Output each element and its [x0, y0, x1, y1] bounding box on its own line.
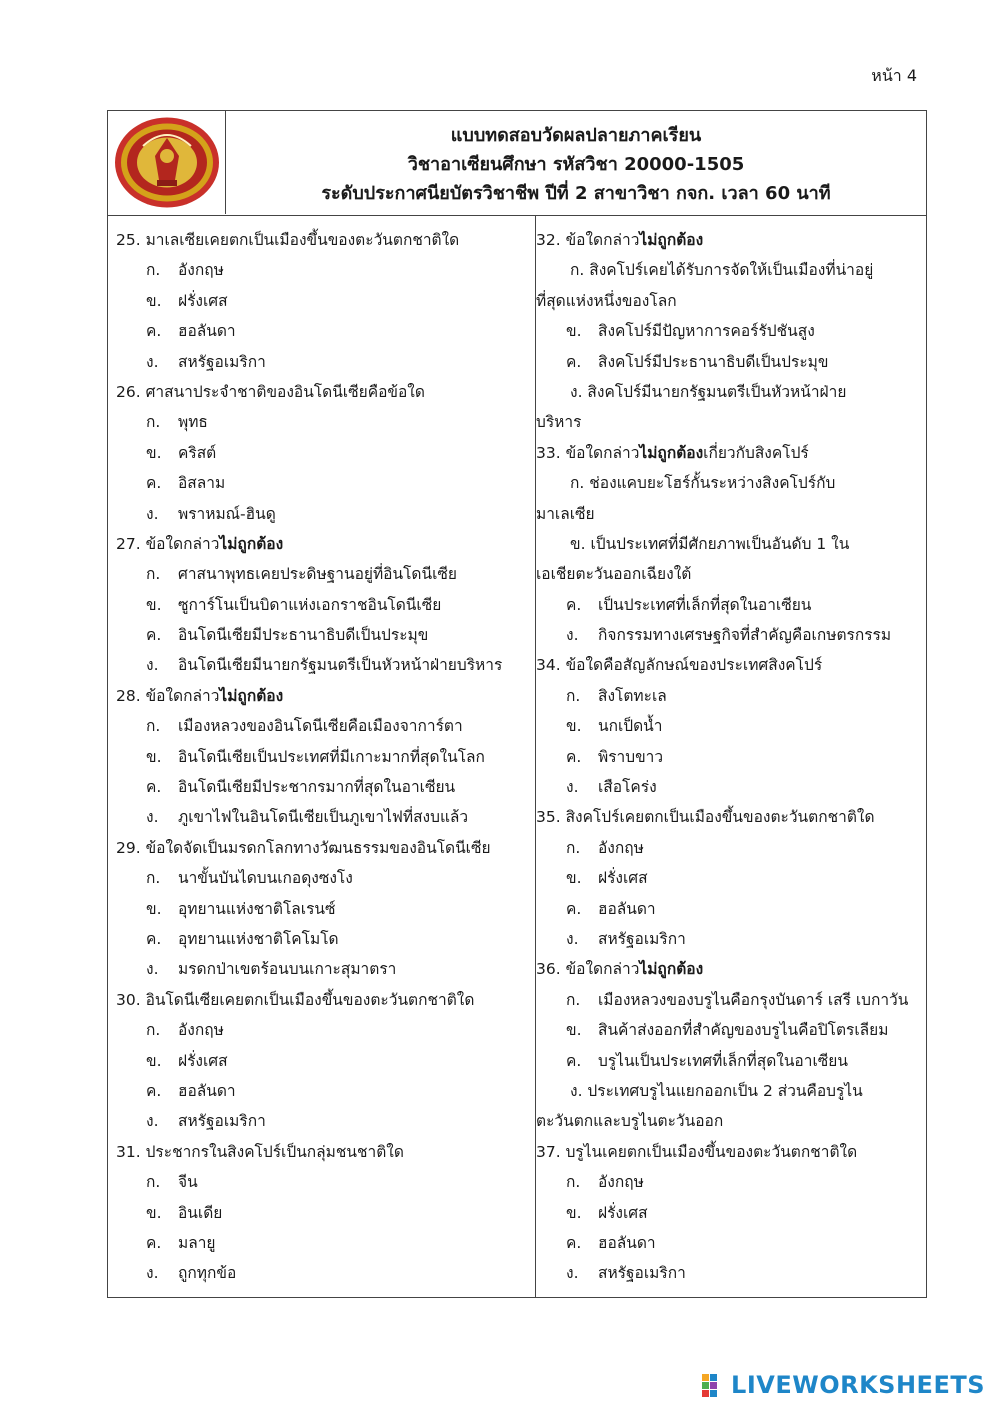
liveworksheets-logo-icon: [701, 1372, 727, 1398]
option-text: มรดกป่าเขตร้อนบนเกาะสุมาตรา: [178, 960, 397, 979]
option-text: สหรัฐอเมริกา: [598, 929, 686, 948]
option-text: ฮอลันดา: [178, 1081, 236, 1100]
option-label: ง.: [146, 656, 159, 675]
option-36d-cont: ตะวันตกและบรูไนตะวันออก: [536, 1112, 724, 1131]
option-36c[interactable]: ค. บรูไนเป็นประเทศที่เล็กที่สุดในอาเซียน: [566, 1051, 848, 1070]
option-text: ฝรั่งเศส: [598, 869, 648, 888]
question-29: 29. ข้อใดจัดเป็นมรดกโลกทางวัฒนธรรมของอินโดนีเซีย: [116, 838, 491, 857]
option-28-2[interactable]: [116, 772, 530, 802]
option-30-2[interactable]: [116, 1076, 530, 1106]
option-text: อังกฤษ: [598, 838, 644, 857]
option-label: ก.: [146, 413, 161, 432]
option-label: ค.: [146, 929, 162, 948]
option-37-0[interactable]: [536, 1167, 922, 1197]
option-text: อิสลาม: [178, 474, 226, 493]
option-text: สหรัฐอเมริกา: [598, 1264, 686, 1283]
option-30-3[interactable]: [116, 1106, 530, 1136]
option-label: ก.: [566, 686, 581, 705]
exam-level: ระดับประกาศนียบัตรวิชาชีพ ปีที่ 2 สาขาวิชา กจก. เวลา 60 นาที: [321, 183, 831, 204]
question-26: 26. ศาสนาประจำชาติของอินโดนีเซียคือข้อใด: [116, 382, 425, 401]
right-mid-questions: [536, 650, 922, 954]
option-text: ฮอลันดา: [598, 1233, 656, 1252]
option-33c[interactable]: ค. เป็นประเทศที่เล็กที่สุดในอาเซียน: [566, 595, 812, 614]
option-label: ค.: [146, 626, 162, 645]
option-text: ศาสนาพุทธเคยประดิษฐานอยู่ที่อินโดนีเซีย: [178, 565, 457, 584]
option-label: ค.: [566, 747, 582, 766]
option-text: อินโดนีเซียมีประธานาธิบดีเป็นประมุข: [178, 626, 429, 645]
question-31: 31. ประชากรในสิงคโปร์เป็นกลุ่มชนชาติใด: [116, 1142, 404, 1161]
option-35-2[interactable]: [536, 894, 922, 924]
option-label: ก.: [146, 565, 161, 584]
option-text: อินโดนีเซียเป็นประเทศที่มีเกาะมากที่สุดในโลก: [178, 747, 485, 766]
option-31-0[interactable]: [116, 1167, 530, 1197]
option-text: ภูเขาไฟในอินโดนีเซียเป็นภูเขาไฟที่สงบแล้ว: [178, 808, 469, 827]
option-label: ก.: [146, 869, 161, 888]
option-text: นกเป็ดน้ำ: [598, 717, 663, 736]
option-text: ถูกทุกข้อ: [178, 1264, 237, 1283]
option-25-2[interactable]: [116, 316, 530, 346]
option-text: ฝรั่งเศส: [178, 291, 228, 310]
option-text: เสือโคร่ง: [598, 778, 657, 797]
option-27-3[interactable]: [116, 650, 530, 680]
option-label: ง.: [566, 1264, 579, 1283]
brand-text: LIVEWORKSHEETS: [731, 1371, 985, 1399]
option-label: ข.: [566, 717, 582, 736]
option-33b[interactable]: ข. เป็นประเทศที่มีศักยภาพเป็นอันดับ 1 ใน: [570, 534, 850, 553]
option-33a-cont: มาเลเซีย: [536, 504, 595, 523]
option-text: ฝรั่งเศส: [598, 1203, 648, 1222]
option-label: ข.: [146, 899, 162, 918]
option-25-1[interactable]: [116, 286, 530, 316]
option-28-1[interactable]: [116, 742, 530, 772]
option-text: นาขั้นบันไดบนเกอดุงซงโง: [178, 869, 353, 888]
option-text: มลายู: [178, 1233, 216, 1252]
option-29-1[interactable]: [116, 894, 530, 924]
question-35: 35. สิงคโปร์เคยตกเป็นเมืองขึ้นของตะวันตกชาติใด: [536, 808, 875, 827]
question-33: 33. ข้อใดกล่าวไม่ถูกต้องเกี่ยวกับสิงคโปร์: [536, 443, 809, 462]
college-emblem-icon: [113, 116, 221, 209]
option-label: ข.: [146, 1203, 162, 1222]
option-27-2[interactable]: [116, 620, 530, 650]
option-label: ก.: [566, 838, 581, 857]
option-32b[interactable]: ข. สิงคโปร์มีปัญหาการคอร์รัปชันสูง: [566, 322, 815, 341]
option-37-3[interactable]: [536, 1258, 922, 1288]
option-label: ก.: [146, 1173, 161, 1192]
option-32a-cont: ที่สุดแห่งหนึ่งของโลก: [536, 291, 677, 310]
option-label: ง.: [146, 352, 159, 371]
option-text: อังกฤษ: [178, 261, 224, 280]
option-32d[interactable]: ง. สิงคโปร์มีนายกรัฐมนตรีเป็นหัวหน้าฝ่าย: [570, 382, 847, 401]
option-35-1[interactable]: [536, 863, 922, 893]
liveworksheets-brand[interactable]: [701, 1371, 985, 1399]
option-text: อินเดีย: [178, 1203, 223, 1222]
exam-title: แบบทดสอบวัดผลปลายภาคเรียน: [450, 125, 702, 146]
option-label: ข.: [146, 747, 162, 766]
option-text: ซูการ์โนเป็นบิดาแห่งเอกราชอินโดนีเซีย: [178, 595, 442, 614]
exam-frame: [107, 110, 927, 1298]
exam-title-block: [226, 111, 926, 214]
option-34-0[interactable]: [536, 681, 922, 711]
question-25: 25. มาเลเซียเคยตกเป็นเมืองขึ้นของตะวันตกชาติใด: [116, 231, 460, 249]
option-32c[interactable]: ค. สิงคโปร์มีประธานาธิบดีเป็นประมุข: [566, 352, 829, 371]
option-27-0[interactable]: [116, 559, 530, 589]
question-30: 30. อินโดนีเซียเคยตกเป็นเมืองขึ้นของตะวันตกชาติใด: [116, 990, 475, 1009]
option-text: ฮอลันดา: [178, 322, 236, 341]
option-label: ง.: [146, 1112, 159, 1131]
option-31-2[interactable]: [116, 1228, 530, 1258]
option-34-2[interactable]: [536, 742, 922, 772]
option-text: พุทธ: [178, 413, 208, 432]
option-36b[interactable]: ข. สินค้าส่งออกที่สำคัญของบรูไนคือปิโตรเลียม: [566, 1021, 889, 1040]
option-label: ข.: [146, 1051, 162, 1070]
option-text: พิราบขาว: [598, 747, 664, 766]
question-28: 28. ข้อใดกล่าวไม่ถูกต้อง: [116, 686, 284, 705]
option-26-2[interactable]: [116, 468, 530, 498]
right-column: [536, 225, 922, 1289]
option-26-3[interactable]: [116, 499, 530, 529]
option-33d[interactable]: ง. กิจกรรมทางเศรษฐกิจที่สำคัญคือเกษตรกรรม: [566, 626, 892, 645]
option-25-0[interactable]: [116, 255, 530, 285]
option-text: สหรัฐอเมริกา: [178, 1112, 266, 1131]
exam-header: [108, 111, 926, 216]
option-label: ก.: [146, 717, 161, 736]
option-32d-cont: บริหาร: [536, 413, 582, 432]
option-36d[interactable]: ง. ประเทศบรูไนแยกออกเป็น 2 ส่วนคือบรูไน: [570, 1081, 863, 1100]
option-text: อุทยานแห่งชาติโลเรนซ์: [178, 899, 336, 918]
option-label: ค.: [146, 1233, 162, 1252]
option-label: ข.: [146, 595, 162, 614]
option-text: สิงโตทะเล: [598, 686, 667, 705]
option-35-3[interactable]: [536, 924, 922, 954]
option-label: ข.: [146, 291, 162, 310]
option-label: ง.: [146, 1264, 159, 1283]
option-35-0[interactable]: [536, 833, 922, 863]
option-label: ง.: [146, 808, 159, 827]
option-label: ค.: [146, 474, 162, 493]
option-text: จีน: [178, 1173, 198, 1192]
option-label: ก.: [146, 1021, 161, 1040]
option-label: ข.: [566, 1203, 582, 1222]
option-28-0[interactable]: [116, 711, 530, 741]
option-30-0[interactable]: [116, 1015, 530, 1045]
option-text: อินโดนีเซียมีประชากรมากที่สุดในอาเซียน: [178, 778, 456, 797]
option-text: เมืองหลวงของอินโดนีเซียคือเมืองจาการ์ตา: [178, 717, 463, 736]
question-37: 37. บรูไนเคยตกเป็นเมืองขึ้นของตะวันตกชาติใด: [536, 1142, 858, 1161]
option-label: ค.: [566, 1233, 582, 1252]
option-label: ข.: [566, 869, 582, 888]
option-text: ฝรั่งเศส: [178, 1051, 228, 1070]
option-text: อังกฤษ: [598, 1173, 644, 1192]
option-label: ก.: [566, 1173, 581, 1192]
option-label: ง.: [146, 504, 159, 523]
question-27: 27. ข้อใดกล่าวไม่ถูกต้อง: [116, 534, 284, 553]
option-label: ข.: [146, 443, 162, 462]
option-29-2[interactable]: [116, 924, 530, 954]
option-text: อุทยานแห่งชาติโคโมโด: [178, 929, 339, 948]
option-label: ง.: [566, 778, 579, 797]
option-26-1[interactable]: [116, 438, 530, 468]
logo-cell: [108, 111, 226, 214]
option-33a[interactable]: ก. ช่องแคบยะโฮร์กั้นระหว่างสิงคโปร์กับ: [570, 474, 836, 493]
question-32: 32. ข้อใดกล่าวไม่ถูกต้อง: [536, 231, 704, 249]
right-end-questions: [536, 1137, 922, 1289]
option-25-3[interactable]: [116, 347, 530, 377]
option-26-0[interactable]: [116, 407, 530, 437]
option-31-3[interactable]: [116, 1258, 530, 1288]
option-31-1[interactable]: [116, 1198, 530, 1228]
option-37-1[interactable]: [536, 1198, 922, 1228]
option-label: ค.: [146, 1081, 162, 1100]
option-text: สหรัฐอเมริกา: [178, 352, 266, 371]
option-28-3[interactable]: [116, 802, 530, 832]
left-column: [116, 225, 530, 1289]
option-label: ค.: [146, 778, 162, 797]
option-33b-cont: เอเชียตะวันออกเฉียงใต้: [536, 565, 692, 584]
option-29-0[interactable]: [116, 863, 530, 893]
option-label: ง.: [146, 960, 159, 979]
option-30-1[interactable]: [116, 1046, 530, 1076]
option-text: อังกฤษ: [178, 1021, 224, 1040]
option-34-3[interactable]: [536, 772, 922, 802]
option-label: ก.: [146, 261, 161, 280]
option-text: ฮอลันดา: [598, 899, 656, 918]
option-36a[interactable]: ก. เมืองหลวงของบรูไนคือกรุงบันดาร์ เสรี เบกาวัน: [566, 990, 909, 1009]
option-34-1[interactable]: [536, 711, 922, 741]
option-label: ค.: [566, 899, 582, 918]
option-27-1[interactable]: [116, 590, 530, 620]
question-36: 36. ข้อใดกล่าวไม่ถูกต้อง: [536, 960, 704, 979]
option-label: ค.: [146, 322, 162, 341]
question-34: 34. ข้อใดคือสัญลักษณ์ของประเทศสิงคโปร์: [536, 656, 823, 675]
option-32a[interactable]: ก. สิงคโปร์เคยได้รับการจัดให้เป็นเมืองที่น่าอยู่: [570, 261, 874, 280]
option-29-3[interactable]: [116, 954, 530, 984]
option-text: คริสต์: [178, 443, 217, 462]
option-label: ง.: [566, 929, 579, 948]
exam-subject: วิชาอาเซียนศึกษา รหัสวิชา 20000-1505: [407, 154, 745, 175]
option-text: พราหมณ์-ฮินดู: [178, 504, 276, 523]
page-number: หน้า 4: [871, 66, 917, 85]
option-37-2[interactable]: [536, 1228, 922, 1258]
option-text: อินโดนีเซียมีนายกรัฐมนตรีเป็นหัวหน้าฝ่ายบริหาร: [178, 656, 503, 675]
